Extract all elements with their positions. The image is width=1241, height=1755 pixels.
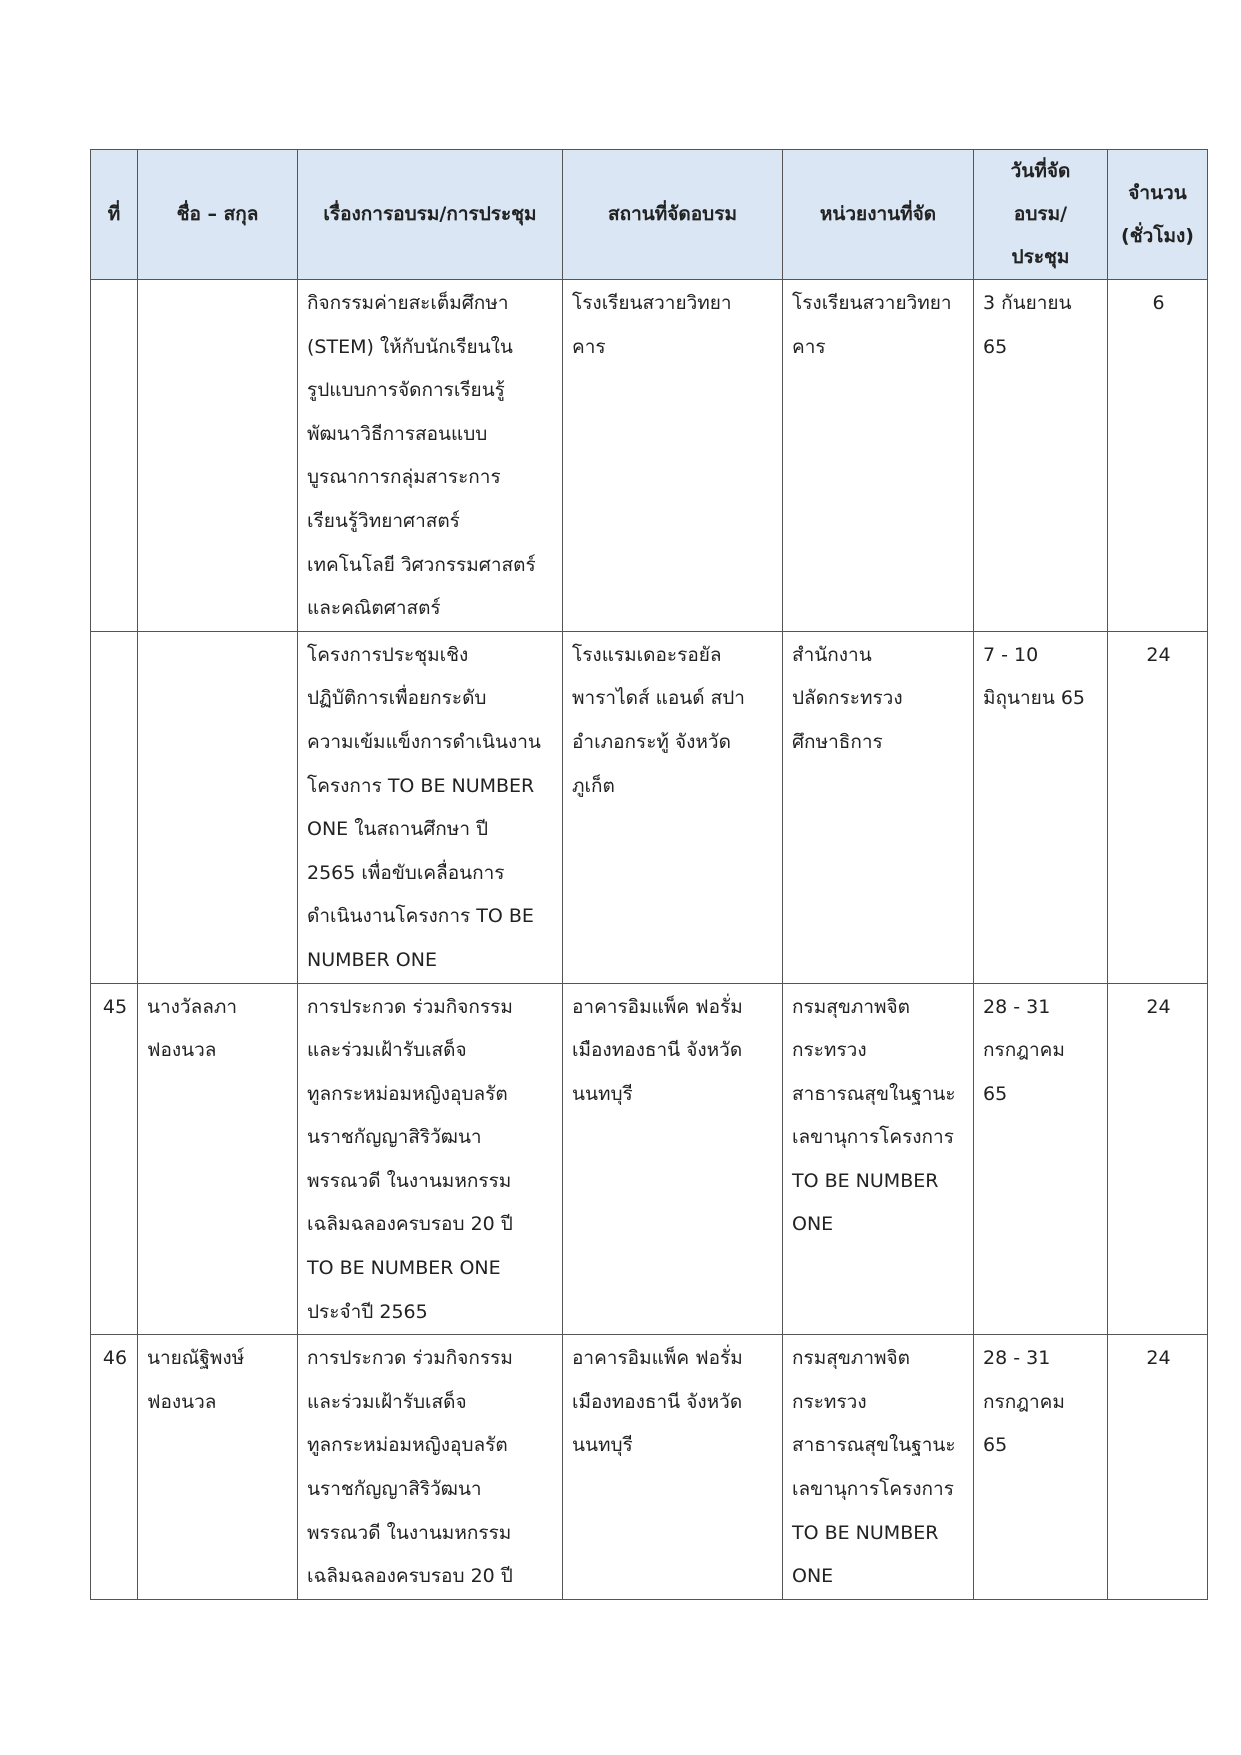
training-date-line: กรกฎาคม xyxy=(983,1390,1065,1413)
training-venue-line: นนทบุรี xyxy=(572,1434,633,1457)
row-number-cell: 45 xyxy=(91,983,138,1335)
training-topic-line: และร่วมเฝ้ารับเสด็จ xyxy=(307,1390,467,1413)
training-topic-line: พัฒนาวิธีการสอนแบบ xyxy=(307,422,488,445)
training-topic-line: ปฏิบัติการเพื่อยกระดับ xyxy=(307,687,487,710)
training-topic-line: นราชกัญญาสิริวัฒนา xyxy=(307,1478,482,1501)
training-date-line: 7 - 10 xyxy=(983,643,1039,666)
training-date-line: กรกฎาคม xyxy=(983,1039,1065,1062)
training-topic-cell xyxy=(298,983,563,1335)
training-venue-cell xyxy=(563,1335,783,1600)
training-topic-line: และร่วมเฝ้ารับเสด็จ xyxy=(307,1039,467,1062)
training-topic-line: การประกวด ร่วมกิจกรรม xyxy=(307,1347,513,1370)
training-topic-line: 2565 เพื่อขับเคลื่อนการ xyxy=(307,861,505,884)
table-row xyxy=(91,631,1208,983)
training-organizer-line: กระทรวง xyxy=(792,1390,867,1413)
training-organizer-cell xyxy=(783,631,974,983)
training-venue-cell xyxy=(563,280,783,632)
training-hours-cell: 24 xyxy=(1108,1335,1208,1600)
header-date-line: วันที่จัด xyxy=(1010,160,1071,182)
table-row xyxy=(91,1335,1208,1600)
training-venue-cell xyxy=(563,631,783,983)
participant-name-line xyxy=(147,634,290,678)
training-date-line: 3 กันยายน xyxy=(983,292,1072,314)
participant-name-line: ฟองนวล xyxy=(147,1039,217,1062)
training-topic-line: ประจำปี 2565 xyxy=(307,1300,428,1323)
training-record-table xyxy=(90,149,1208,1600)
row-number-cell xyxy=(91,280,138,632)
training-topic-line: เฉลิมฉลองครบรอบ 20 ปี xyxy=(307,1213,513,1236)
header-hours xyxy=(1108,150,1208,280)
training-organizer-line: สาธารณสุขในฐานะ xyxy=(792,1434,956,1457)
training-topic-line: เรียนรู้วิทยาศาสตร์ xyxy=(307,509,460,532)
training-venue-line: อาคารอิมแพ็ค ฟอรั่ม xyxy=(572,1347,743,1370)
training-venue-line: คาร xyxy=(572,335,606,358)
training-topic-cell xyxy=(298,631,563,983)
training-organizer-cell xyxy=(783,280,974,632)
training-topic-line: เฉลิมฉลองครบรอบ 20 ปี xyxy=(307,1565,513,1588)
training-organizer-line: กระทรวง xyxy=(792,1039,867,1062)
training-topic-line: พรรณวดี ในงานมหกรรม xyxy=(307,1521,512,1544)
training-topic-cell xyxy=(298,1335,563,1600)
training-venue-line: เมืองทองธานี จังหวัด xyxy=(572,1039,743,1062)
table-row xyxy=(91,280,1208,632)
training-organizer-line: TO BE NUMBER xyxy=(792,1169,939,1192)
row-number-cell: 46 xyxy=(91,1335,138,1600)
training-organizer-line: ONE xyxy=(792,1565,834,1588)
header-date-line: ประชุม xyxy=(1011,246,1070,268)
header-name: ชื่อ – สกุล xyxy=(138,150,298,280)
training-hours-cell: 24 xyxy=(1108,983,1208,1335)
training-venue-line: นนทบุรี xyxy=(572,1082,633,1105)
training-topic-line: ONE ในสถานศึกษา ปี xyxy=(307,818,489,841)
header-venue: สถานที่จัดอบรม xyxy=(563,150,783,280)
table-header-row xyxy=(91,150,1208,280)
participant-name-line: นายณัฐิพงษ์ xyxy=(147,1347,245,1370)
participant-name-line xyxy=(147,677,290,721)
header-organizer: หน่วยงานที่จัด xyxy=(783,150,974,280)
training-venue-line: อาคารอิมแพ็ค ฟอรั่ม xyxy=(572,995,743,1018)
training-venue-line: อำเภอกระทู้ จังหวัด xyxy=(572,730,731,753)
training-topic-line: เทคโนโลยี วิศวกรรมศาสตร์ xyxy=(307,553,536,576)
header-hours-line: (ชั่วโมง) xyxy=(1121,224,1194,247)
training-organizer-line: เลขานุการโครงการ xyxy=(792,1126,954,1149)
training-topic-line: นราชกัญญาสิริวัฒนา xyxy=(307,1126,482,1149)
training-date-cell xyxy=(974,983,1108,1335)
training-hours-cell: 24 xyxy=(1108,631,1208,983)
participant-name-cell xyxy=(138,631,298,983)
training-topic-line: การประกวด ร่วมกิจกรรม xyxy=(307,995,513,1018)
participant-name-cell xyxy=(138,280,298,632)
training-topic-line: รูปแบบการจัดการเรียนรู้ xyxy=(307,379,505,402)
training-date-line: 28 - 31 xyxy=(983,1347,1051,1370)
training-date-line: 65 xyxy=(983,1082,1008,1105)
training-topic-line: ทูลกระหม่อมหญิงอุบลรัต xyxy=(307,1082,508,1105)
training-topic-line: (STEM) ให้กับนักเรียนใน xyxy=(307,335,513,358)
table-body xyxy=(91,280,1208,1600)
training-organizer-line: ปลัดกระทรวง xyxy=(792,687,903,710)
participant-name-cell xyxy=(138,1335,298,1600)
training-date-line: 65 xyxy=(983,1434,1008,1457)
training-venue-line: โรงแรมเดอะรอยัล xyxy=(572,643,722,666)
training-topic-line: โครงการ TO BE NUMBER xyxy=(307,774,535,797)
training-organizer-line: TO BE NUMBER xyxy=(792,1521,939,1544)
training-venue-line: เมืองทองธานี จังหวัด xyxy=(572,1390,743,1413)
training-organizer-line: สำนักงาน xyxy=(792,643,872,666)
training-organizer-line: โรงเรียนสวายวิทยา xyxy=(792,292,952,314)
training-topic-line: โครงการประชุมเชิง xyxy=(307,643,469,666)
participant-name-line: นางวัลลภา xyxy=(147,995,238,1018)
header-hours-line: จำนวน xyxy=(1128,181,1187,204)
training-date-line: 28 - 31 xyxy=(983,995,1051,1018)
training-topic-line: ทูลกระหม่อมหญิงอุบลรัต xyxy=(307,1434,508,1457)
training-organizer-cell xyxy=(783,1335,974,1600)
training-date-line: มิถุนายน 65 xyxy=(983,687,1086,710)
training-topic-line: กิจกรรมค่ายสะเต็มศึกษา xyxy=(307,292,509,314)
training-organizer-line: ONE xyxy=(792,1213,834,1236)
training-topic-line: และคณิตศาสตร์ xyxy=(307,597,441,620)
header-date-line: อบรม/ xyxy=(1013,203,1068,225)
training-organizer-line: เลขานุการโครงการ xyxy=(792,1478,954,1501)
table-row xyxy=(91,983,1208,1335)
participant-name-line xyxy=(147,326,290,370)
training-topic-line: พรรณวดี ในงานมหกรรม xyxy=(307,1169,512,1192)
training-venue-line: พาราไดส์ แอนด์ สปา xyxy=(572,687,745,710)
training-venue-line: โรงเรียนสวายวิทยา xyxy=(572,292,732,314)
training-topic-line: ความเข้มแข็งการดำเนินงาน xyxy=(307,730,541,753)
training-date-cell xyxy=(974,1335,1108,1600)
header-no: ที่ xyxy=(91,150,138,280)
training-date-cell xyxy=(974,631,1108,983)
training-topic-line: บูรณาการกลุ่มสาระการ xyxy=(307,466,501,489)
training-topic-line: TO BE NUMBER ONE xyxy=(307,1257,501,1280)
training-venue-line: ภูเก็ต xyxy=(572,774,615,797)
training-hours-cell: 6 xyxy=(1108,280,1208,632)
training-organizer-line: ศึกษาธิการ xyxy=(792,730,883,753)
training-organizer-line: คาร xyxy=(792,335,826,358)
training-date-line: 65 xyxy=(983,335,1008,358)
participant-name-cell xyxy=(138,983,298,1335)
training-topic-line: ดำเนินงานโครงการ TO BE xyxy=(307,905,534,928)
training-date-cell xyxy=(974,280,1108,632)
training-venue-cell xyxy=(563,983,783,1335)
training-organizer-cell xyxy=(783,983,974,1335)
training-topic-cell xyxy=(298,280,563,632)
participant-name-line: ฟองนวล xyxy=(147,1390,217,1413)
header-date xyxy=(974,150,1108,280)
training-organizer-line: กรมสุขภาพจิต xyxy=(792,1347,911,1370)
training-organizer-line: สาธารณสุขในฐานะ xyxy=(792,1082,956,1105)
row-number-cell xyxy=(91,631,138,983)
header-topic: เรื่องการอบรม/การประชุม xyxy=(298,150,563,280)
participant-name-line xyxy=(147,282,290,326)
training-topic-line: NUMBER ONE xyxy=(307,948,437,971)
training-organizer-line: กรมสุขภาพจิต xyxy=(792,995,911,1018)
